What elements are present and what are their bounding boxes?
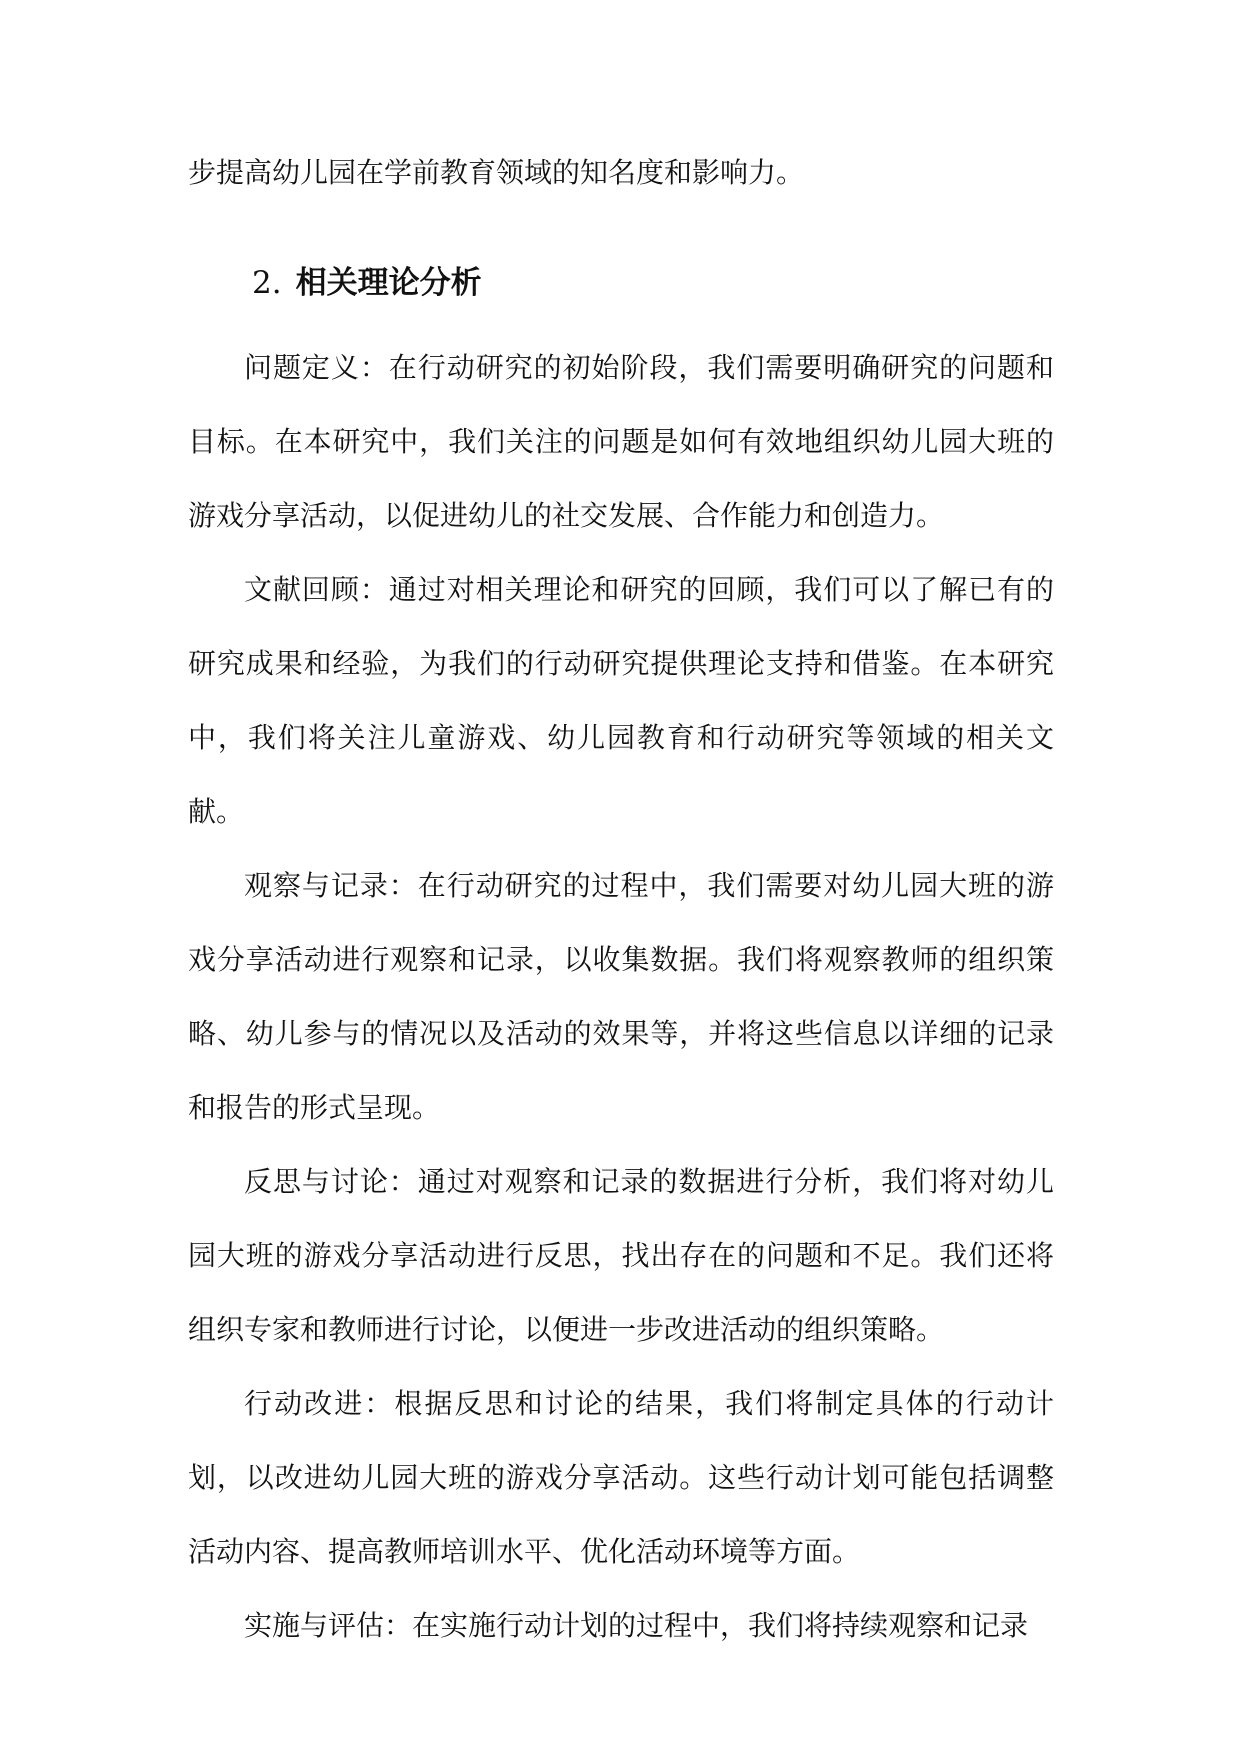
- paragraph-implementation-evaluation: 实施与评估：在实施行动计划的过程中，我们将持续观察和记录: [244, 1609, 1029, 1642]
- section-number: 2.: [252, 265, 282, 301]
- section-title: 相关理论分析: [295, 265, 482, 301]
- lead-paragraph: 步提高幼儿园在学前教育领域的知名度和影响力。: [188, 156, 805, 189]
- paragraph-literature-review: 文献回顾：通过对相关理论和研究的回顾，我们可以了解已有的研究成果和经验，为我们的行动研究提供理论支持和借鉴。在本研究中，我们将关注儿童游戏、幼儿园教育和行动研究等领域的相关文献。: [188, 573, 1054, 828]
- paragraph-action-improvement: 行动改进：根据反思和讨论的结果，我们将制定具体的行动计划，以改进幼儿园大班的游戏分享活动。这些行动计划可能包括调整活动内容、提高教师培训水平、优化活动环境等方面。: [188, 1387, 1054, 1568]
- paragraph-problem-definition: 问题定义：在行动研究的初始阶段，我们需要明确研究的问题和目标。在本研究中，我们关注的问题是如何有效地组织幼儿园大班的游戏分享活动，以促进幼儿的社交发展、合作能力和创造力。: [188, 351, 1054, 532]
- section-body: [188, 331, 1054, 1663]
- paragraph-observation-recording: 观察与记录：在行动研究的过程中，我们需要对幼儿园大班的游戏分享活动进行观察和记录，以收集数据。我们将观察教师的组织策略、幼儿参与的情况以及活动的效果等，并将这些信息以详细的记录和报告的形式呈现。: [188, 869, 1054, 1124]
- paragraph-reflection-discussion: 反思与讨论：通过对观察和记录的数据进行分析，我们将对幼儿园大班的游戏分享活动进行反思，找出存在的问题和不足。我们还将组织专家和教师进行讨论，以便进一步改进活动的组织策略。: [188, 1165, 1054, 1346]
- section-heading: [252, 246, 482, 320]
